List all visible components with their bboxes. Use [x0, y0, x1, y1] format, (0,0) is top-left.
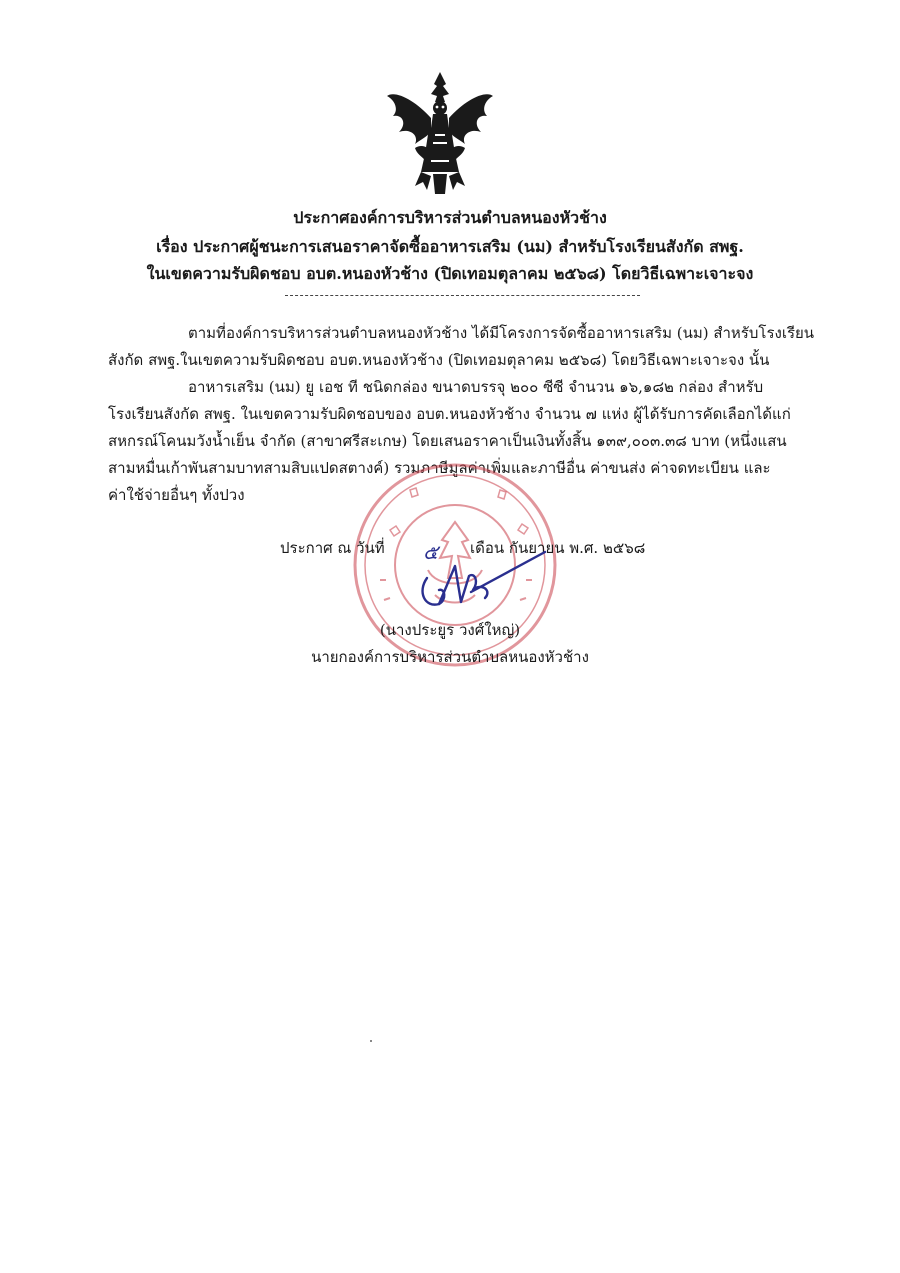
signer-name: (นางประยูร วงศ์ใหญ่)	[379, 621, 521, 639]
paragraph-2-line-3: สหกรณ์โคนมวังน้ำเย็น จำกัด (สาขาศรีสะเกษ) โดยเสนอราคาเป็นเงินทั้งสิ้น ๑๓๙,๐๐๓.๓๘ บาท (หนึ่งแสน	[108, 432, 787, 450]
handwritten-signature	[405, 548, 550, 620]
announce-date-prefix: ประกาศ ณ วันที่	[280, 539, 385, 557]
paragraph-2-line-5: ค่าใช้จ่ายอื่นๆ ทั้งปวง	[108, 486, 245, 504]
paragraph-2-line-1: อาหารเสริม (นม) ยู เอช ที ชนิดกล่อง ขนาดบรรจุ ๒๐๐ ซีซี จำนวน ๑๖,๑๘๒ กล่อง สำหรับ	[188, 378, 764, 396]
signer-title: นายกองค์การบริหารส่วนตำบลหนองหัวช้าง	[311, 648, 589, 666]
announce-date-day: ๕	[423, 540, 439, 564]
dashed-divider	[285, 295, 640, 296]
announcement-subject: เรื่อง ประกาศผู้ชนะการเสนอราคาจัดซื้ออาหารเสริม (นม) สำหรับโรงเรียนสังกัด สพฐ.	[156, 237, 744, 256]
announce-date-suffix: เดือน กันยายน พ.ศ. ๒๕๖๘	[470, 539, 646, 557]
paragraph-2-line-4: สามหมื่นเก้าพันสามบาทสามสิบแปดสตางค์) รวมภาษีมูลค่าเพิ่มและภาษีอื่น ค่าขนส่ง ค่าจดทะเบียน และ	[108, 459, 771, 477]
paragraph-1-line-1: ตามที่องค์การบริหารส่วนตำบลหนองหัวช้าง ได้มีโครงการจัดซื้ออาหารเสริม (นม) สำหรับโรงเรียน	[188, 324, 815, 342]
paragraph-1-line-2: สังกัด สพฐ.ในเขตความรับผิดชอบ อบต.หนองหัวช้าง (ปิดเทอมตุลาคม ๒๕๖๘) โดยวิธีเฉพาะเจาะจง นั้น	[108, 351, 770, 369]
garuda-emblem-icon	[385, 70, 495, 198]
announcement-subject-cont: ในเขตความรับผิดชอบ อบต.หนองหัวช้าง (ปิดเทอมตุลาคม ๒๕๖๘) โดยวิธีเฉพาะเจาะจง	[146, 264, 754, 283]
announcement-title: ประกาศองค์การบริหารส่วนตำบลหนองหัวช้าง	[293, 208, 607, 227]
scan-speck	[370, 1040, 372, 1042]
paragraph-2-line-2: โรงเรียนสังกัด สพฐ. ในเขตความรับผิดชอบของ อบต.หนองหัวช้าง จำนวน ๗ แห่ง ผู้ได้รับการคัดเลือกได้แก่	[108, 405, 791, 423]
